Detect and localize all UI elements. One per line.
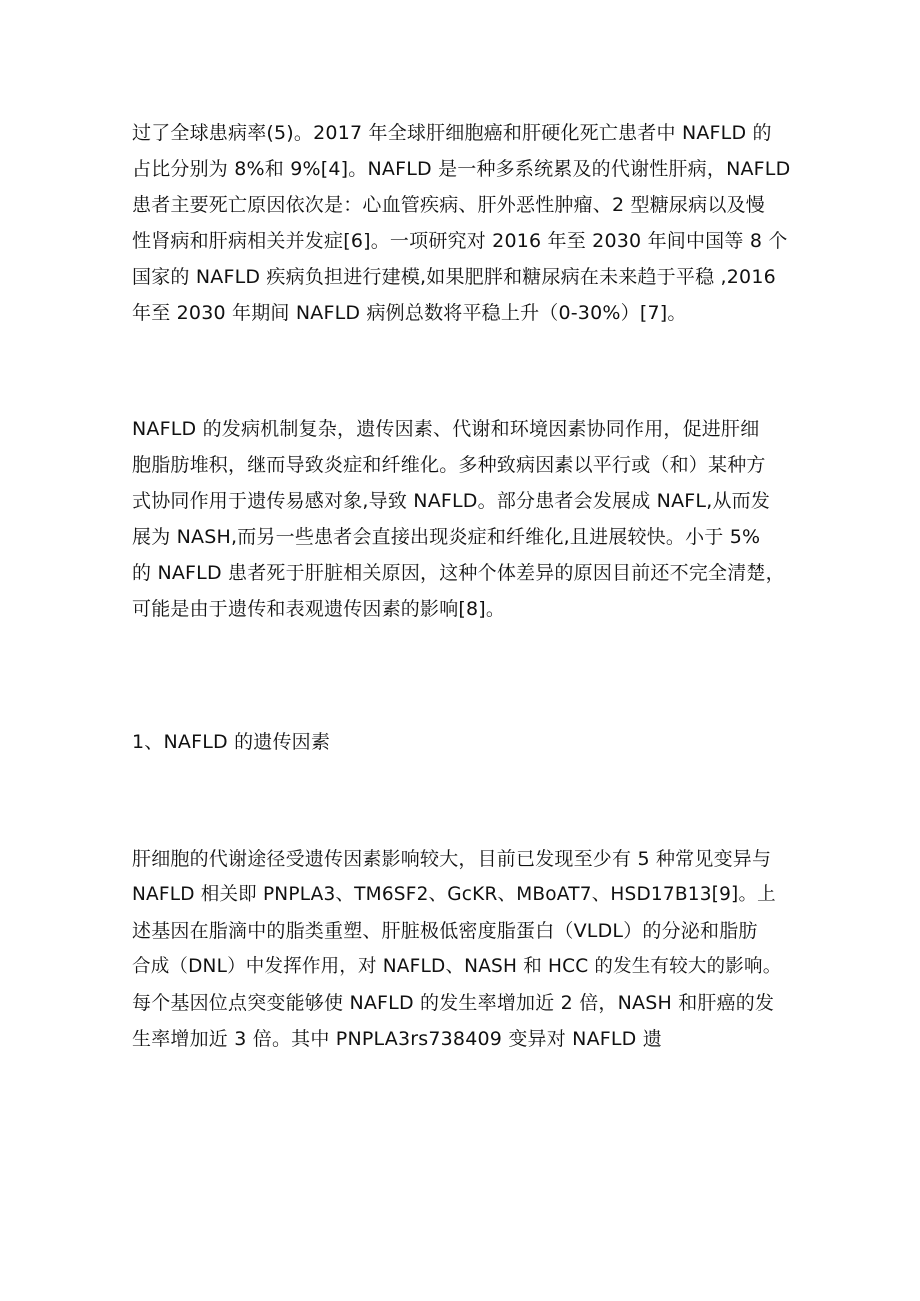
paragraph-1-line-4: 性肾病和肝病相关并发症[6]。一项研究对 2016 年至 2030 年间中国等 8 个	[132, 230, 788, 252]
paragraph-3-line-5: 每个基因位点突变能够使 NAFLD 的发生率增加近 2 倍，NASH 和肝癌的发	[132, 992, 775, 1014]
paragraph-3-line-4: 合成（DNL）中发挥作用，对 NAFLD、NASH 和 HCC 的发生有较大的影响。	[132, 956, 782, 977]
paragraph-1-line-3: 患者主要死亡原因依次是：心血管疾病、肝外恶性肿瘤、2 型糖尿病以及慢	[132, 194, 765, 216]
section-heading: 1、NAFLD 的遗传因素	[132, 731, 331, 753]
paragraph-3-line-3: 述基因在脂滴中的脂类重塑、肝脏极低密度脂蛋白（VLDL）的分泌和脂肪	[132, 920, 758, 942]
paragraph-2-line-2: 胞脂肪堆积，继而导致炎症和纤维化。多种致病因素以平行或（和）某种方	[132, 454, 766, 476]
paragraph-3-line-1: 肝细胞的代谢途径受遗传因素影响较大，目前已发现至少有 5 种常见变异与	[132, 848, 772, 870]
paragraph-2-line-1: NAFLD 的发病机制复杂，遗传因素、代谢和环境因素协同作用，促进肝细	[132, 418, 760, 440]
paragraph-3-line-6: 生率增加近 3 倍。其中 PNPLA3rs738409 变异对 NAFLD 遗	[132, 1028, 662, 1050]
paragraph-1-line-6: 年至 2030 年期间 NAFLD 病例总数将平稳上升（0-30%）[7]。	[132, 302, 687, 324]
paragraph-2-line-3: 式协同作用于遗传易感对象,导致 NAFLD。部分患者会发展成 NAFL,从而发	[132, 490, 771, 512]
paragraph-2-line-6: 可能是由于遗传和表观遗传因素的影响[8]。	[132, 598, 506, 620]
paragraph-2-line-4: 展为 NASH,而另一些患者会直接出现炎症和纤维化,且进展较快。小于 5%	[132, 526, 761, 548]
paragraph-3-line-2: NAFLD 相关即 PNPLA3、TM6SF2、GcKR、MBoAT7、HSD17B13[9]。上	[132, 884, 776, 905]
paragraph-1-line-5: 国家的 NAFLD 疾病负担进行建模,如果肥胖和糖尿病在未来趋于平稳 ,2016	[132, 266, 776, 288]
paragraph-2-line-5: 的 NAFLD 患者死于肝脏相关原因，这种个体差异的原因目前还不完全清楚，	[132, 562, 785, 584]
paragraph-1-line-1: 过了全球患病率(5)。2017 年全球肝细胞癌和肝硬化死亡患者中 NAFLD 的	[132, 122, 772, 144]
paragraph-1-line-2: 占比分别为 8%和 9%[4]。NAFLD 是一种多系统累及的代谢性肝病，NAFLD	[132, 158, 791, 180]
